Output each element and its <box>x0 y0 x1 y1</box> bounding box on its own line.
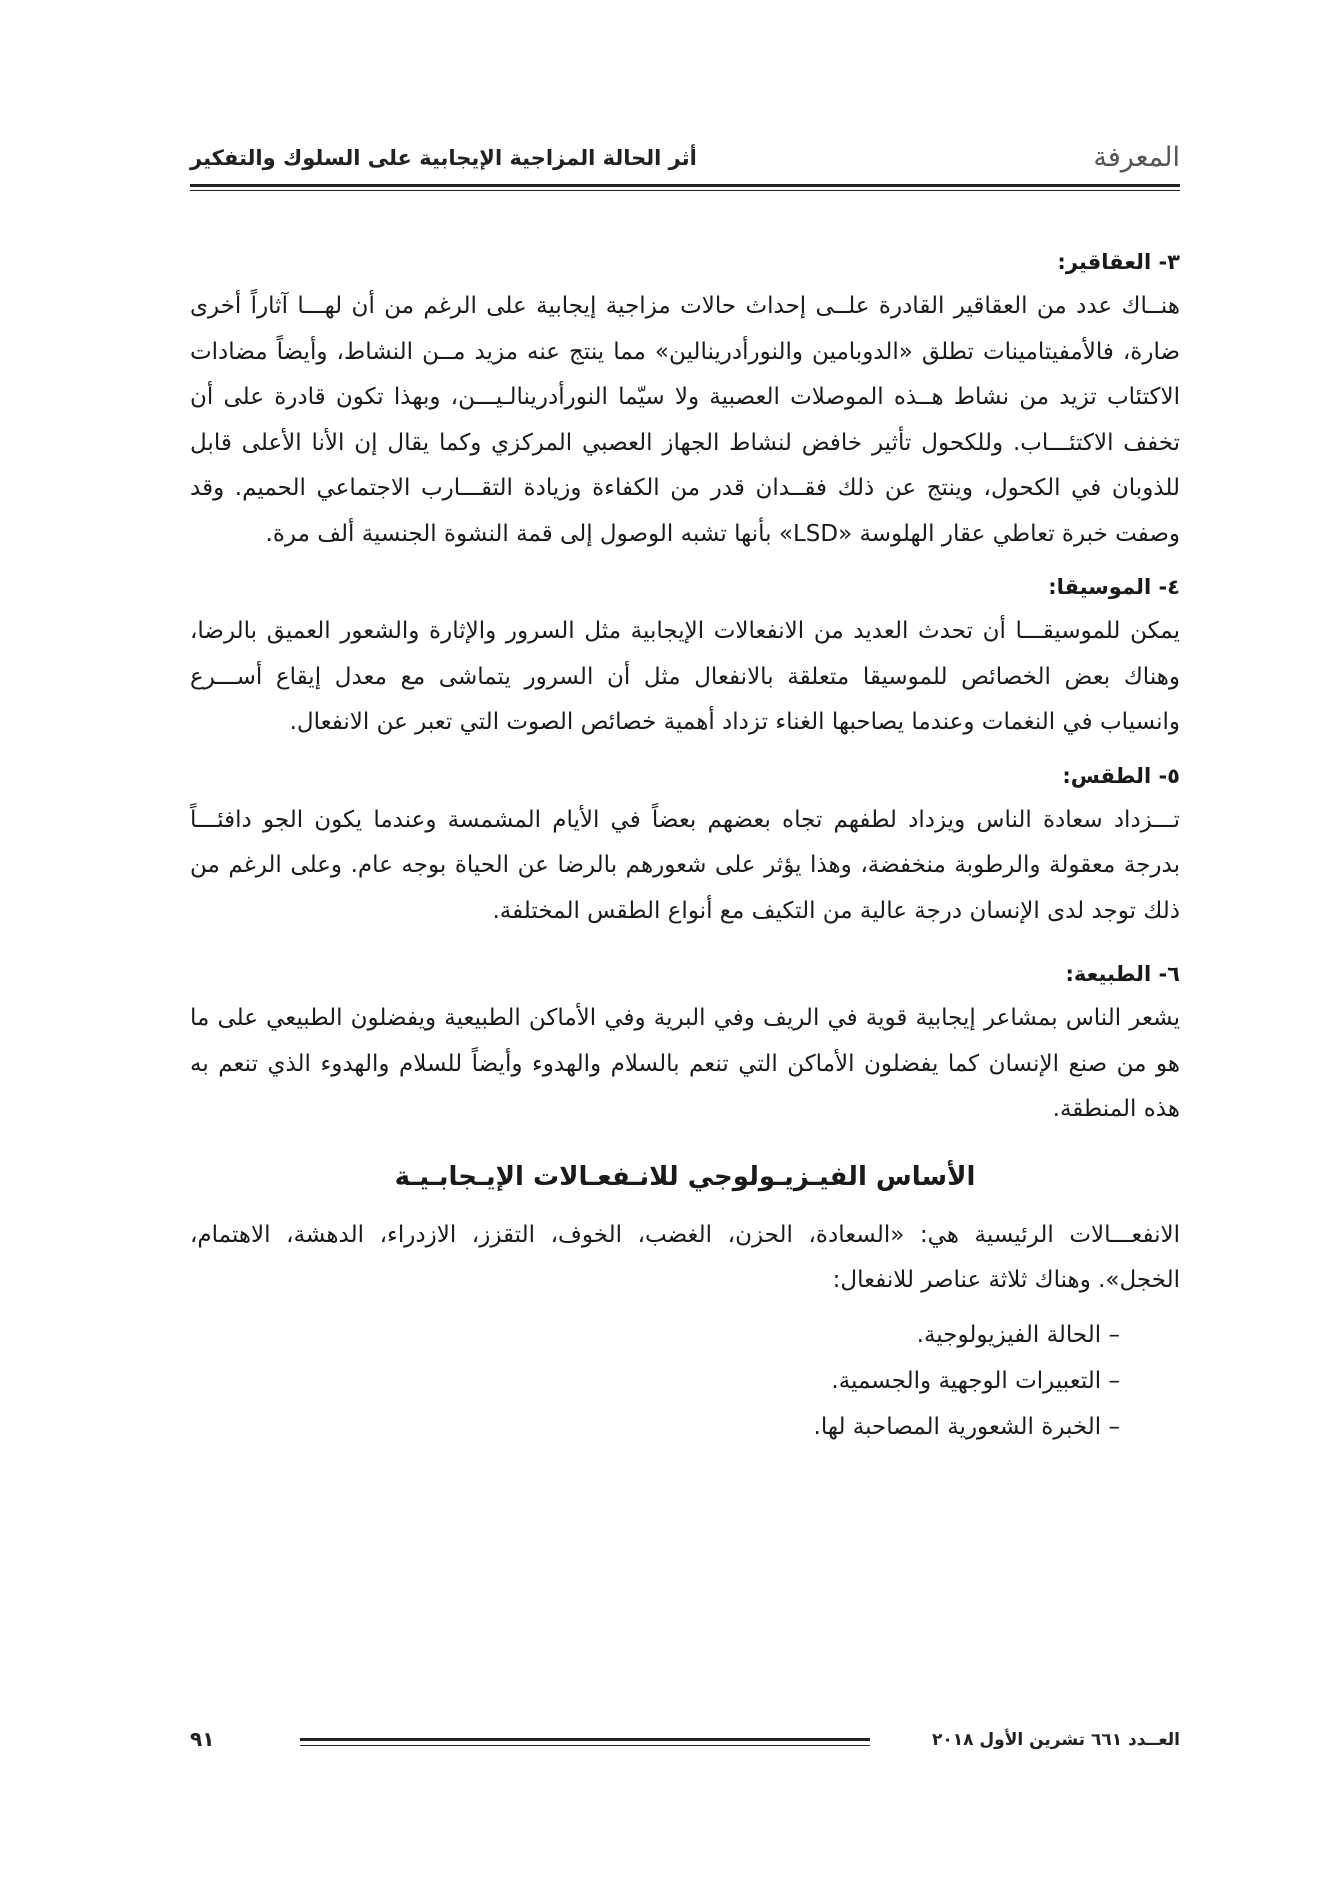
section-text-drugs: هنــاك عدد من العقاقير القادرة علــى إحداث حالات مزاجية إيجابية على الرغم من أن لهـــا آثاراً أخرى ضارة، فالأمفيتامينات تطلق «الدوبامين والنورأدرينالين» مما ينتج عنه مزيد مــن النشاط، وأيضاً مضادات الاكتئاب تزيد من نشاط هــذه الموصلات العصبية ولا سيّما النورأدرينالـيـــن، وبهذا تكون قادرة على أن تخفف الاكتئـــاب. وللكحول تأثير خافض لنشاط الجهاز العصبي المركزي وكما يقال إن الأنا الأعلى قابل للذوبان في الكحول، وينتج عن ذلك فقــدان قدر من الكفاءة وزيادة التقـــارب الاجتماعي الحميم. وقد وصفت خبرة تعاطي عقار الهلوسة «LSD» بأنها تشبه الوصول إلى قمة النشوة الجنسية ألف مرة. <box>190 293 1180 547</box>
list-item: – الخبرة الشعورية المصاحبة لها. <box>813 1413 1120 1440</box>
list-item: – التعبيرات الوجهية والجسمية. <box>831 1367 1120 1394</box>
section-heading-nature: ٦- الطبيعة: <box>1065 962 1180 986</box>
issue-label: العــدد ٦٦١ تشرين الأول ٢٠١٨ <box>931 1730 1180 1750</box>
footer-rule-thin <box>300 1745 870 1746</box>
footer-rule <box>300 1738 870 1741</box>
page-number: ٩١ <box>190 1727 215 1751</box>
running-title: أثر الحالة المزاجية الإيجابية على السلوك والتفكير <box>190 146 697 170</box>
header-rule-thin <box>190 190 1180 191</box>
section-text-nature: يشعر الناس بمشاعر إيجابية قوية في الريف وفي البرية وفي الأماكن الطبيعية ويفضلون الطبيعي على ما هو من صنع الإنسان كما يفضلون الأماكن التي تنعم بالسلام والهدوء وأيضاً للسلام والهدوء الذي تنعم به هذه المنطقة. <box>190 1005 1180 1122</box>
magazine-logo: المعرفة <box>1093 142 1180 173</box>
physiology-intro: الانفعـــالات الرئيسية هي: «السعادة، الحزن، الغضب، الخوف، التقزز، الازدراء، الدهشة، الاهتمام، الخجل». وهناك ثلاثة عناصر للانفعال: <box>190 1221 1180 1293</box>
article-body <box>190 240 1180 1450</box>
section-text-weather: تـــزداد سعادة الناس ويزداد لطفهم تجاه بعضهم بعضاً في الأيام المشمسة وعندما يكون الجو دافئـــاً بدرجة معقولة والرطوبة منخفضة، وهذا يؤثر على شعورهم بالرضا عن الحياة بوجه عام. وعلى الرغم من ذلك توجد لدى الإنسان درجة عالية من التكيف مع أنواع الطقس المختلفة. <box>190 806 1180 924</box>
section-text-music: يمكن للموسيقـــا أن تحدث العديد من الانفعالات الإيجابية مثل السرور والإثارة والشعور العميق بالرضا، وهناك بعض الخصائص للموسيقا متعلقة بالانفعال مثل أن السرور يتماشى مع معدل إيقاع أســـرع وانسياب في النغمات وعندما يصاحبها الغناء تزداد أهمية خصائص الصوت التي تعبر عن الانفعال. <box>190 618 1180 735</box>
page-footer <box>190 1725 1180 1765</box>
section-heading-weather: ٥- الطقس: <box>1062 763 1180 788</box>
section-heading-drugs: ٣- العقاقير: <box>1057 250 1180 274</box>
header-rule <box>190 184 1180 187</box>
physiology-section-title: الأساس الفيـزيـولوجي للانـفعـالات الإيـجابـيـة <box>394 1161 976 1192</box>
list-item: – الحالة الفيزيولوجية. <box>916 1321 1120 1348</box>
section-heading-music: ٤- الموسيقا: <box>1048 575 1180 599</box>
page-header <box>190 128 1180 188</box>
